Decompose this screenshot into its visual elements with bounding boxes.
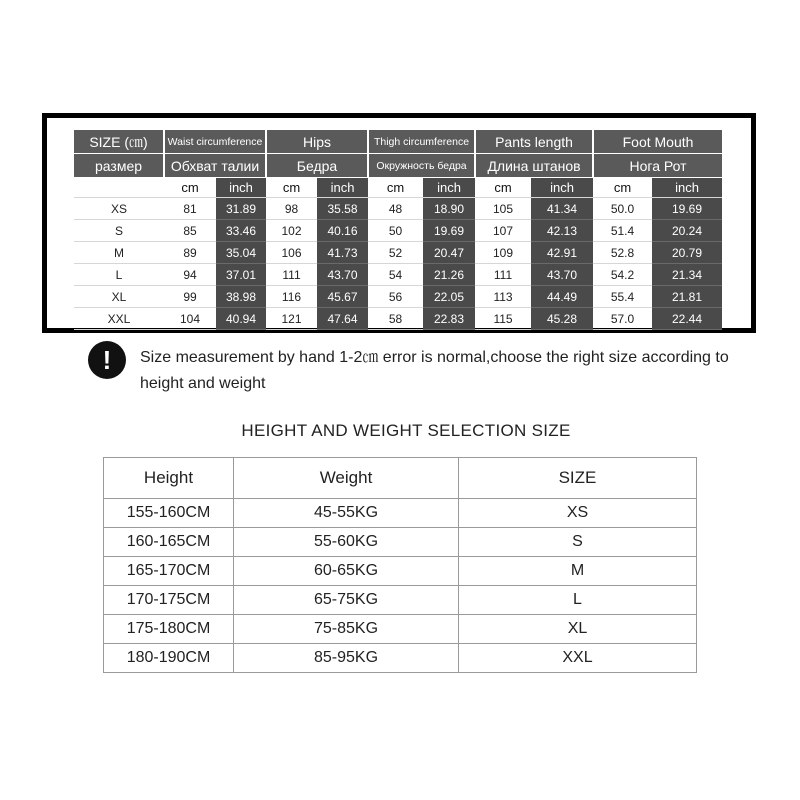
table-row [74, 286, 722, 308]
thigh-inch: 22.83 [423, 308, 475, 330]
weight-cell: 45-55KG [234, 499, 459, 528]
size-chart-table [74, 130, 722, 330]
length-cm: 115 [475, 308, 531, 330]
size-cell: XXL [459, 644, 697, 673]
waist-cm: 99 [164, 286, 216, 308]
thigh-inch: 18.90 [423, 198, 475, 220]
unit-inch: inch [216, 178, 266, 198]
waist-inch: 40.94 [216, 308, 266, 330]
table-row [74, 242, 722, 264]
header-thigh: Thigh circumference [368, 130, 475, 154]
hips-cm: 121 [266, 308, 317, 330]
length-cm: 113 [475, 286, 531, 308]
size-cell: M [459, 557, 697, 586]
unit-inch: inch [317, 178, 368, 198]
waist-inch: 37.01 [216, 264, 266, 286]
weight-cell: 60-65KG [234, 557, 459, 586]
length-inch: 43.70 [531, 264, 593, 286]
thigh-cm: 50 [368, 220, 423, 242]
header-foot-mouth-ru: Нога Рот [593, 154, 722, 178]
height-weight-table [103, 457, 697, 673]
unit-inch: inch [423, 178, 475, 198]
header-pants-length-ru: Длина штанов [475, 154, 593, 178]
thigh-inch: 19.69 [423, 220, 475, 242]
height-cell: 175-180CM [104, 615, 234, 644]
weight-cell: 75-85KG [234, 615, 459, 644]
unit-cm: cm [164, 178, 216, 198]
weight-cell: 85-95KG [234, 644, 459, 673]
waist-cm: 104 [164, 308, 216, 330]
table-row [74, 264, 722, 286]
length-cm: 105 [475, 198, 531, 220]
waist-cm: 89 [164, 242, 216, 264]
foot-inch: 20.79 [652, 242, 722, 264]
table-row [104, 557, 697, 586]
header-weight: Weight [234, 458, 459, 499]
height-weight-title: HEIGHT AND WEIGHT SELECTION SIZE [241, 421, 571, 440]
hips-inch: 41.73 [317, 242, 368, 264]
length-inch: 42.13 [531, 220, 593, 242]
hips-inch: 47.64 [317, 308, 368, 330]
hips-inch: 40.16 [317, 220, 368, 242]
foot-inch: 20.24 [652, 220, 722, 242]
table-row [74, 308, 722, 330]
hips-inch: 35.58 [317, 198, 368, 220]
header-size: SIZE (㎝) [74, 130, 164, 154]
unit-cm: cm [368, 178, 423, 198]
waist-inch: 31.89 [216, 198, 266, 220]
size-label: L [74, 264, 164, 286]
header-hips: Hips [266, 130, 368, 154]
foot-inch: 19.69 [652, 198, 722, 220]
hips-cm: 98 [266, 198, 317, 220]
header-pants-length: Pants length [475, 130, 593, 154]
waist-cm: 81 [164, 198, 216, 220]
thigh-cm: 54 [368, 264, 423, 286]
length-inch: 44.49 [531, 286, 593, 308]
table-row [104, 644, 697, 673]
table-row [74, 198, 722, 220]
header-height: Height [104, 458, 234, 499]
table-row [74, 220, 722, 242]
unit-cm: cm [593, 178, 652, 198]
foot-cm: 51.4 [593, 220, 652, 242]
hips-cm: 111 [266, 264, 317, 286]
exclamation-icon: ! [88, 341, 126, 379]
measurement-notice: Size measurement by hand 1-2㎝ error is normal,choose the right size according to height and weight [140, 349, 729, 392]
length-cm: 109 [475, 242, 531, 264]
unit-cm: cm [266, 178, 317, 198]
height-cell: 170-175CM [104, 586, 234, 615]
foot-cm: 52.8 [593, 242, 652, 264]
unit-inch: inch [531, 178, 593, 198]
length-cm: 107 [475, 220, 531, 242]
size-label: XL [74, 286, 164, 308]
units-blank [74, 178, 164, 198]
hips-inch: 45.67 [317, 286, 368, 308]
header-waist-ru: Обхват талии [164, 154, 266, 178]
foot-cm: 55.4 [593, 286, 652, 308]
height-weight-header [104, 458, 697, 499]
waist-cm: 85 [164, 220, 216, 242]
waist-inch: 35.04 [216, 242, 266, 264]
hips-cm: 102 [266, 220, 317, 242]
waist-inch: 33.46 [216, 220, 266, 242]
unit-cm: cm [475, 178, 531, 198]
table-row [104, 615, 697, 644]
header-foot-mouth: Foot Mouth [593, 130, 722, 154]
size-cell: L [459, 586, 697, 615]
hips-cm: 116 [266, 286, 317, 308]
waist-cm: 94 [164, 264, 216, 286]
height-cell: 165-170CM [104, 557, 234, 586]
foot-cm: 54.2 [593, 264, 652, 286]
length-inch: 42.91 [531, 242, 593, 264]
foot-cm: 50.0 [593, 198, 652, 220]
size-label: M [74, 242, 164, 264]
weight-cell: 55-60KG [234, 528, 459, 557]
table-row [104, 528, 697, 557]
header-hips-ru: Бедра [266, 154, 368, 178]
size-label: XS [74, 198, 164, 220]
header-thigh-ru: Окружность бедра [368, 154, 475, 178]
table-row [104, 586, 697, 615]
foot-cm: 57.0 [593, 308, 652, 330]
units-row [74, 178, 722, 198]
length-inch: 45.28 [531, 308, 593, 330]
foot-inch: 21.34 [652, 264, 722, 286]
header-waist: Waist circumference [164, 130, 266, 154]
thigh-cm: 48 [368, 198, 423, 220]
weight-cell: 65-75KG [234, 586, 459, 615]
thigh-inch: 20.47 [423, 242, 475, 264]
height-cell: 180-190CM [104, 644, 234, 673]
size-label: S [74, 220, 164, 242]
height-cell: 155-160CM [104, 499, 234, 528]
hips-inch: 43.70 [317, 264, 368, 286]
size-label: XXL [74, 308, 164, 330]
thigh-inch: 21.26 [423, 264, 475, 286]
size-chart-header-en [74, 130, 722, 154]
size-cell: XL [459, 615, 697, 644]
table-row [104, 499, 697, 528]
foot-inch: 22.44 [652, 308, 722, 330]
waist-inch: 38.98 [216, 286, 266, 308]
length-cm: 111 [475, 264, 531, 286]
size-cell: S [459, 528, 697, 557]
hips-cm: 106 [266, 242, 317, 264]
header-size-ru: размер [74, 154, 164, 178]
foot-inch: 21.81 [652, 286, 722, 308]
thigh-cm: 58 [368, 308, 423, 330]
size-chart-header-ru [74, 154, 722, 178]
height-cell: 160-165CM [104, 528, 234, 557]
thigh-cm: 56 [368, 286, 423, 308]
thigh-inch: 22.05 [423, 286, 475, 308]
unit-inch: inch [652, 178, 722, 198]
header-size: SIZE [459, 458, 697, 499]
length-inch: 41.34 [531, 198, 593, 220]
thigh-cm: 52 [368, 242, 423, 264]
size-cell: XS [459, 499, 697, 528]
